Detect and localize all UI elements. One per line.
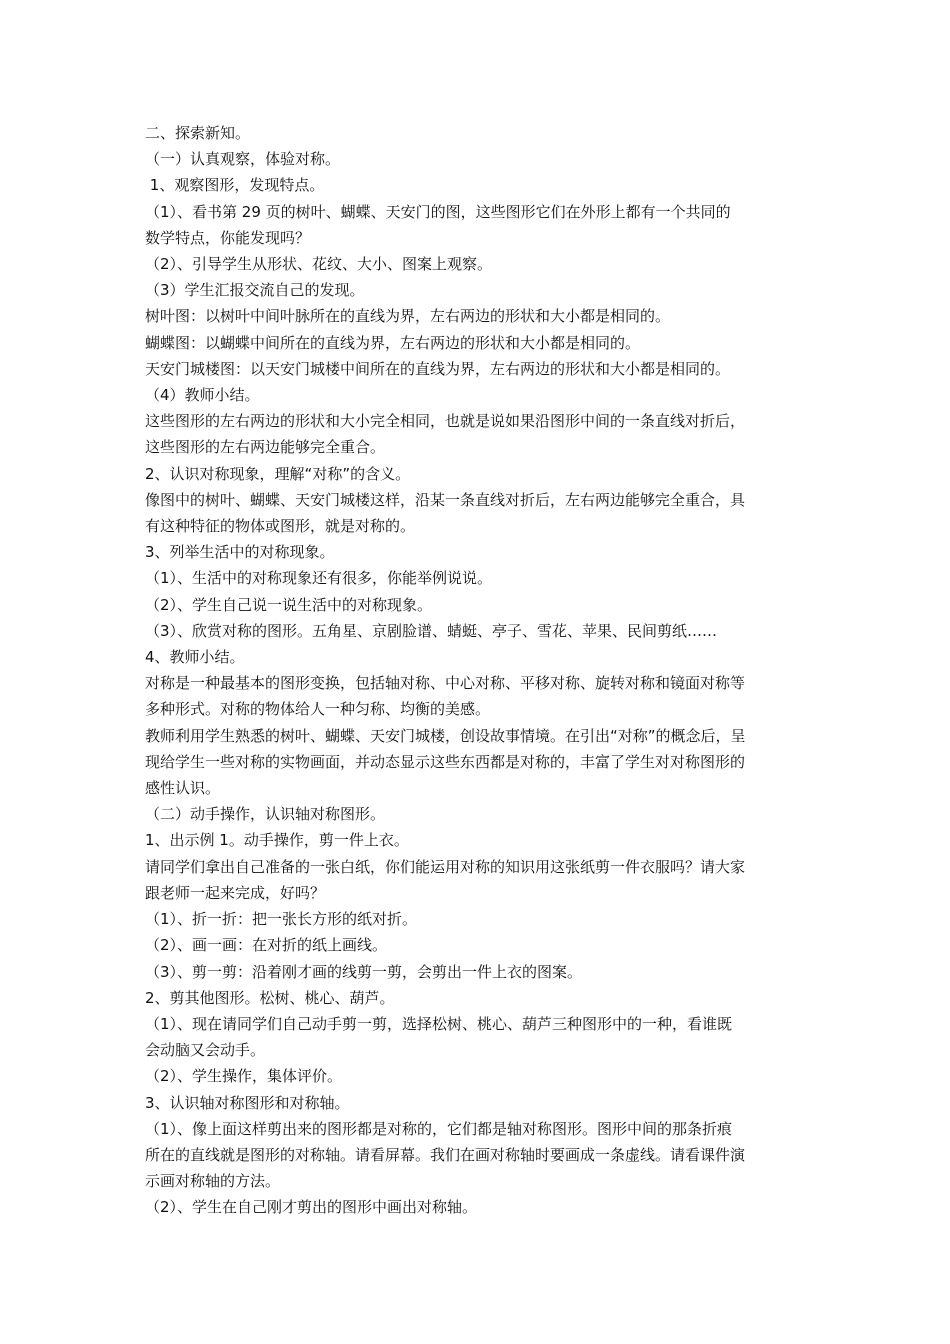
subsection-heading: （一）认真观察，体验对称。 <box>145 150 341 169</box>
section-heading: 二、探索新知。 <box>145 124 251 142</box>
step-heading: 1、观察图形，发现特点。 <box>145 176 325 195</box>
text-line: 对称是一种最基本的图形变换，包括轴对称、中心对称、平移对称、旋转对称和镜面对称等 <box>145 674 746 693</box>
step-heading: 3、列举生活中的对称现象。 <box>145 543 335 562</box>
text-line: 这些图形的左右两边能够完全重合。 <box>145 438 386 457</box>
step-heading: 2、剪其他图形。松树、桃心、葫芦。 <box>145 988 395 1007</box>
text-line: 请同学们拿出自己准备的一张白纸，你们能运用对称的知识用这张纸剪一件衣服吗？请大家 <box>145 857 746 876</box>
subsection-heading: （二）动手操作，认识轴对称图形。 <box>145 805 386 824</box>
text-line: 多种形式。对称的物体给人一种匀称、均衡的美感。 <box>145 700 491 719</box>
text-line: （3）、欣赏对称的图形。五角星、京剧脸谱、蜻蜓、亭子、雪花、苹果、民间剪纸…… <box>145 621 718 640</box>
text-line: 教师利用学生熟悉的树叶、蝴蝶、天安门城楼，创设故事情境。在引出“对称”的概念后，呈 <box>145 726 746 745</box>
text-line: （1）、看书第 29 页的树叶、蝴蝶、天安门的图，这些图形它们在外形上都有一个共同的 <box>145 202 731 221</box>
text-line: （3）、剪一剪：沿着刚才画的线剪一剪，会剪出一件上衣的图案。 <box>145 962 583 981</box>
text-line: （1）、生活中的对称现象还有很多，你能举例说说。 <box>145 569 493 588</box>
text-line: （2）、学生操作，集体评价。 <box>145 1067 343 1086</box>
text-line: （2）、学生在自己刚才剪出的图形中画出对称轴。 <box>145 1198 478 1217</box>
text-line: （1）、现在请同学们自己动手剪一剪，选择松树、桃心、葫芦三种图形中的一种，看谁既 <box>145 1014 733 1033</box>
step-heading: 2、认识对称现象，理解“对称”的含义。 <box>145 464 411 483</box>
text-line: 所在的直线就是图形的对称轴。请看屏幕。我们在画对称轴时要画成一条虚线。请看课件演 <box>145 1145 746 1164</box>
text-line: 有这种特征的物体或图形，就是对称的。 <box>145 517 416 536</box>
text-line: （1）、折一折：把一张长方形的纸对折。 <box>145 910 418 929</box>
text-line: （2）、引导学生从形状、花纹、大小、图案上观察。 <box>145 255 493 274</box>
text-line: 这些图形的左右两边的形状和大小完全相同，也就是说如果沿图形中间的一条直线对折后， <box>145 412 746 431</box>
text-line: 天安门城楼图：以天安门城楼中间所在的直线为界，左右两边的形状和大小都是相同的。 <box>145 359 731 378</box>
text-line: （2）、画一画：在对折的纸上画线。 <box>145 936 388 955</box>
text-line: （1）、像上面这样剪出来的图形都是对称的，它们都是轴对称图形。图形中间的那条折痕 <box>145 1119 733 1138</box>
step-heading: 3、认识轴对称图形和对称轴。 <box>145 1093 350 1112</box>
text-line: 蝴蝶图：以蝴蝶中间所在的直线为界，左右两边的形状和大小都是相同的。 <box>145 333 641 352</box>
step-heading: 1、出示例 1。动手操作，剪一件上衣。 <box>145 831 409 850</box>
text-line: 像图中的树叶、蝴蝶、天安门城楼这样，沿某一条直线对折后，左右两边能够完全重合，具 <box>145 490 746 509</box>
text-line: （3）学生汇报交流自己的发现。 <box>145 281 365 300</box>
text-line: （2）、学生自己说一说生活中的对称现象。 <box>145 595 433 614</box>
text-line: 跟老师一起来完成，好吗？ <box>145 883 326 902</box>
text-line: 树叶图：以树叶中间叶脉所在的直线为界，左右两边的形状和大小都是相同的。 <box>145 307 671 326</box>
text-line: （4）教师小结。 <box>145 386 260 405</box>
document-body <box>145 120 810 1221</box>
text-line: 会动脑又会动手。 <box>145 1041 266 1060</box>
text-line: 感性认识。 <box>145 779 221 798</box>
text-line: 示画对称轴的方法。 <box>145 1172 281 1191</box>
step-heading: 4、教师小结。 <box>145 648 245 667</box>
text-line: 现给学生一些对称的实物画面，并动态显示这些东西都是对称的，丰富了学生对对称图形的 <box>145 752 746 771</box>
text-line: 数学特点，你能发现吗？ <box>145 228 311 247</box>
